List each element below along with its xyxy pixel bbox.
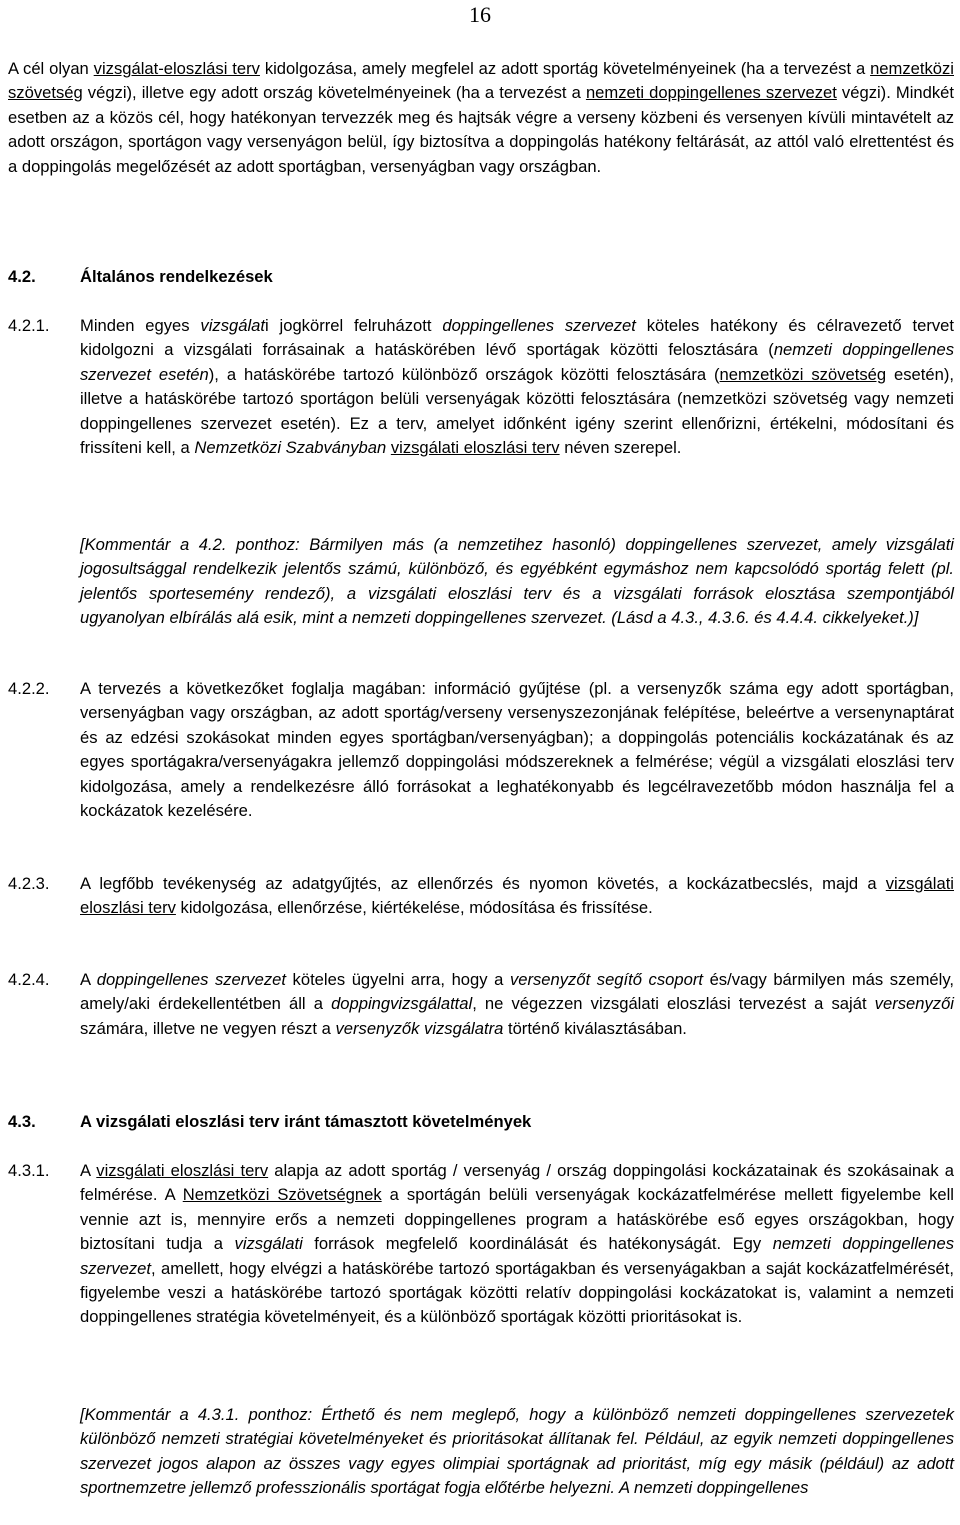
comment-4-2: [Kommentár a 4.2. ponthoz: Bármilyen más (a nemzetihez hasonló) doppingellenes szervezet, amely vizsgálati jogosultsággal rendelkezik jelentős számú, különböző, és egyébként egymáshoz nem kapcsolódó sportág felett (pl. jelentős sportesemény rendező), a vizsgálati eloszlási terv és a vizsgálati források elosztása szempontjából ugyanolyan elbírálás alá esik, mint a nemzeti doppingellenes szervezet. (Lásd a 4.3., 4.3.6. és 4.4.4. cikkelyeket.)] — [80, 535, 954, 628]
defined-term: Nemzetközi Szabványban — [194, 438, 387, 458]
section-heading-4-2 — [8, 265, 273, 289]
text-run: források megfelelő koordinálását és hatékonyságát. Egy — [302, 1234, 773, 1254]
text-run: Minden egyes — [80, 316, 201, 335]
defined-term: Nemzetközi Szövetségnek — [182, 1185, 382, 1205]
text-run: A — [80, 970, 97, 989]
section-title: A vizsgálati eloszlási terv iránt támasztott követelmények — [80, 1112, 532, 1131]
clause-number: 4.2.1. — [8, 316, 50, 335]
clause-4-2-3-text — [80, 872, 954, 921]
section-heading-4-3 — [8, 1110, 531, 1134]
text-run: A — [80, 1161, 97, 1180]
section-number: 4.2. — [8, 267, 36, 286]
clause-number: 4.2.4. — [8, 970, 50, 989]
text-run: A cél olyan — [8, 59, 94, 78]
text-run: történő kiválasztásában. — [503, 1018, 687, 1038]
defined-term: nemzetközi szövetség — [719, 364, 887, 384]
defined-term: vizsgálati eloszlási terv — [80, 874, 954, 918]
text-run: és/vagy bármilyen más személy, amely/aki érdekellentétben áll a — [80, 970, 955, 1014]
defined-term: nemzeti doppingellenes szervezet — [80, 1234, 954, 1278]
clause-4-2-4-text — [80, 968, 954, 1041]
text-run: i jogkörrel felruházott — [264, 316, 443, 335]
text-run: végzi), illetve egy adott ország követelményeinek (ha a tervezést a — [82, 83, 586, 103]
intro-paragraph — [8, 57, 954, 179]
clause-number: 4.2.3. — [8, 874, 50, 893]
defined-term: doppingellenes szervezet — [442, 316, 636, 335]
clause-number: 4.2.2. — [8, 679, 50, 698]
text-run: köteles hatékony és célravezető tervet kidolgozni a vizsgálati forrásainak a hatáskörében lévő sportágak közötti felosztására ( — [80, 316, 954, 360]
text-run: ), a hatáskörébe tartozó különböző országok közötti felosztására ( — [208, 364, 720, 384]
defined-term: versenyzők vizsgálatra — [335, 1018, 504, 1038]
defined-term: doppingellenes szervezet — [96, 970, 286, 989]
defined-term: vizsgálati eloszlási terv — [96, 1161, 269, 1180]
text-run: , ne végezzen vizsgálati eloszlási tervezést a saját — [472, 994, 875, 1014]
page-number: 16 — [469, 2, 491, 27]
text-run: kidolgozása, amely megfelel az adott sportág követelményeinek (ha a tervezést a — [259, 59, 871, 78]
clause-4-3-1-text — [80, 1159, 954, 1330]
defined-term: nemzeti doppingellenes szervezet esetén — [80, 340, 954, 384]
text-run: kidolgozása, ellenőrzése, kiértékelése, módosítása és frissítése. — [175, 898, 653, 918]
clause-number: 4.3.1. — [8, 1161, 50, 1180]
defined-term: doppingvizsgálattal — [331, 994, 473, 1014]
text-run: esetén), illetve a hatáskörébe tartozó sportágon belüli versenyágak közötti felosztására (nemzetközi szövetség vagy nemzeti doppingellenes szervezet esetén). Ez a terv, amelyet időnként igény szerint ellenőrizni, értékelni, módosítani és frissíteni kell, a — [80, 364, 954, 458]
text-run: számára, illetve ne vegyen részt a — [80, 1018, 336, 1038]
text-run: a sportágán belüli versenyágak kockázatfelmérése mellett figyelembe kell vennie azt is, mennyire erős a nemzeti doppingellenes program a hatáskörébe eső egyes országokban, hogy biztosítani tudja a — [80, 1185, 954, 1254]
defined-term: nemzeti doppingellenes szervezet — [585, 83, 837, 103]
text-run: köteles ügyelni arra, hogy a — [285, 970, 510, 989]
defined-term: vizsgálati — [234, 1234, 303, 1254]
text-run: , amellett, hogy elvégzi a hatáskörébe tartozó sportágakban és versenyágakban a saját kockázatfelmérését, figyelembe veszi a hatáskörébe tartozó sportágak közötti relatív doppingolási kockázatokat is, valamint a nemzeti doppingellenes stratégia követelményeit, és a különböző sportágak közötti prioritásokat is. — [80, 1258, 954, 1327]
text-run: alapja az adott sportág / versenyág / ország doppingolási kockázatainak és szokásainak a felmérése. A — [80, 1161, 955, 1205]
defined-term: vizsgálat-eloszlási terv — [93, 59, 260, 78]
defined-term: vizsgálati eloszlási terv — [390, 438, 560, 458]
defined-term: vizsgálat — [200, 316, 265, 335]
text-run: végzi). Mindkét esetben az a közös cél, hogy hatékonyan tervezzék meg és hajtsák végre a verseny közbeni és versenyen kívüli mintavételt az adott országon, sportágon vagy versenyágon belül, így biztosítva a doppingolás hatékony feltárását, az attól való elrettentést és a doppingolás megelőzését az adott sportágban, versenyágban vagy országban. — [8, 83, 954, 176]
text-run: A legfőbb tevékenység az adatgyűjtés, az ellenőrzés és nyomon követés, a kockázatbecslés, majd a — [80, 874, 886, 893]
defined-term: nemzetközi szövetség — [8, 59, 954, 103]
clause-4-2-1-text — [80, 314, 954, 460]
section-number: 4.3. — [8, 1112, 36, 1131]
defined-term: versenyzőt segítő csoport — [509, 970, 703, 989]
clause-4-2-2-text: A tervezés a következőket foglalja magában: információ gyűjtése (pl. a versenyzők száma egy adott sportágban, versenyágban vagy országban, az adott sportág/verseny versenyszezonjának felépítése, beleértve a versenynaptárat és az edzési szokásokat minden egyes sportágban/versenyágban); a doppingolás potenciális kockázatának és az egyes sportágakra/versenyágakra jellemző doppingolási módszereknek a felmérése; végül a vizsgálati eloszlási terv kidolgozása, amely a rendelkezésre álló forrásokat a leghatékonyabb és legcélravezetőbb módon használja fel a kockázatok kezelésére. — [80, 679, 954, 821]
text-run: néven szerepel. — [559, 438, 682, 458]
section-title: Általános rendelkezések — [80, 267, 273, 286]
defined-term: versenyzői — [874, 994, 954, 1014]
comment-4-3-1: [Kommentár a 4.3.1. ponthoz: Érthető és nem meglepő, hogy a különböző nemzeti doppingellenes szervezetek különböző nemzeti stratégiai követelményeket és prioritásokat állítanak fel. Például, az egyik nemzeti doppingellenes szervezet jogos alapon az összes vagy egyes olimpiai sportágnak ad prioritást, míg egy másik (például) az adott sportnemzetre jellemző professzionális sportágat fogja előtérbe helyezni. A nemzeti doppingellenes — [80, 1405, 954, 1498]
